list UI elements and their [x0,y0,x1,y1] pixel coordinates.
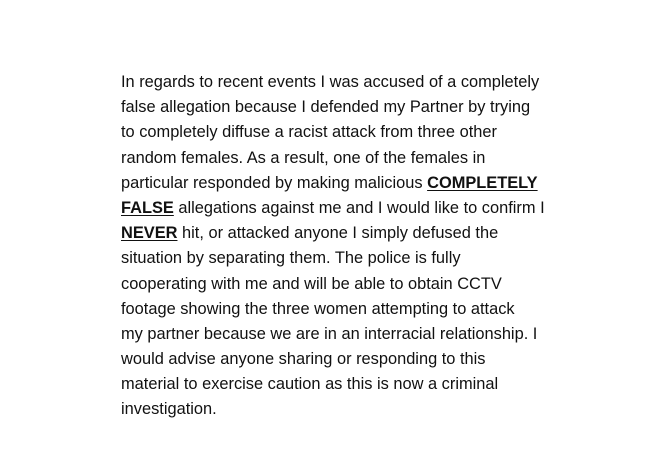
statement-text: particular responded by making malicious [121,173,428,192]
statement-text: investigation. [121,400,217,419]
statement-line [121,272,591,297]
statement-line [121,171,591,196]
statement-text: footage showing the three women attempting to attack [121,299,515,318]
statement-line [121,297,591,322]
statement-text: random females. As a result, one of the females in [121,148,486,167]
statement-text: cooperating with me and will be able to obtain CCTV [121,274,502,293]
statement-line [121,347,591,372]
statement-line [121,372,591,397]
statement-text: allegations against me and I would like to confirm I [173,198,545,217]
emphasized-text: NEVER [121,224,178,243]
statement-line [121,246,591,271]
statement-text: would advise anyone sharing or responding to this [121,350,486,369]
statement-line [121,120,591,145]
statement-line [121,95,591,120]
statement-line [121,397,591,422]
statement-text: situation by separating them. The police is fully [121,249,461,268]
emphasized-text: COMPLETELY [427,173,538,192]
statement-paragraph [121,70,591,423]
statement-line [121,221,591,246]
statement-line [121,146,591,171]
statement-line [121,196,591,221]
statement-text: false allegation because I defended my Partner by trying [121,98,531,117]
statement-text: hit, or attacked anyone I simply defused the [177,224,499,243]
statement-text: material to exercise caution as this is now a criminal [121,375,499,394]
statement-text: In regards to recent events I was accused of a completely [121,73,540,91]
emphasized-text: FALSE [121,198,174,217]
statement-text: my partner because we are in an interracial relationship. I [121,324,538,343]
statement-line [121,322,591,347]
statement-line [121,70,591,95]
statement-text: to completely diffuse a racist attack from three other [121,123,497,142]
